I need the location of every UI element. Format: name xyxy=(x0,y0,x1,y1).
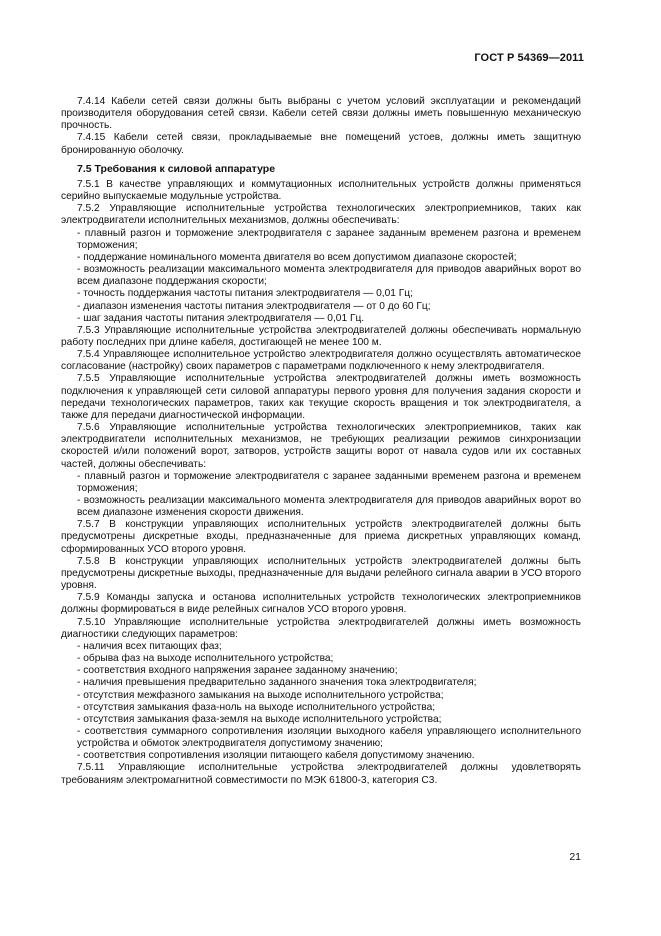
list-item: - отсутствия межфазного замыкания на выходе исполнительного устройства; xyxy=(77,689,444,701)
list-item: - соответствия сопротивления изоляции питающего кабеля допустимому значению. xyxy=(77,750,475,762)
paragraph-7-4-14: 7.4.14 Кабели сетей связи должны быть выбраны с учетом условий эксплуатации и рекомендаций производителя оборудования сетей связи. Кабели сетей связи должны иметь повышенную механическую прочность. xyxy=(61,96,581,132)
paragraph-7-5-6: 7.5.6 Управляющие исполнительные устройства технологических электроприемников, таких как электродвигатели исполнительных механизмов, не требующих реализации режимов синхронизации скоростей и/или положений ворот, затворов, устройств защиты ворот от навала судов или их составных частей, должны обеспечивать: xyxy=(61,422,581,470)
list-item: - наличия превышения предварительно заданного значения тока электродвигателя; xyxy=(77,677,477,689)
list-item: - возможность реализации максимального момента электродвигателя для приводов аварийных ворот во всем диапазоне изменения скорости движения. xyxy=(77,495,581,519)
list-item: - возможность реализации максимального момента электродвигателя для приводов аварийных ворот во всем диапазоне поддержания скорости; xyxy=(77,264,581,288)
paragraph-7-5-10: 7.5.10 Управляющие исполнительные устройства электродвигателей должны иметь возможность диагностики следующих параметров: xyxy=(61,616,581,640)
paragraph-7-5-7: 7.5.7 В конструкции управляющих исполнительных устройств электродвигателей должны быть предусмотрены дискретные входы, предназначенные для приема дискретных управляющих команд, сформированных УСО второго уровня. xyxy=(61,519,581,555)
list-item: - обрыва фаз на выходе исполнительного устройства; xyxy=(77,653,334,665)
page-number: 21 xyxy=(569,851,581,863)
list-item: - шаг задания частоты питания электродвигателя — 0,01 Гц. xyxy=(77,312,365,324)
paragraph-7-4-15: 7.4.15 Кабели сетей связи, прокладываемые вне помещений устоев, должны иметь защитную бронированную оболочку. xyxy=(61,132,581,156)
list-item: - диапазон изменения частоты питания электродвигателя — от 0 до 60 Гц; xyxy=(77,300,431,312)
paragraph-7-5-8: 7.5.8 В конструкции управляющих исполнительных устройств электродвигателей должны быть предусмотрены дискретные выходы, предназначенные для выдачи релейного сигнала аварии в УСО второго уровня. xyxy=(61,555,581,592)
list-item: - точность поддержания частоты питания электродвигателя — 0,01 Гц; xyxy=(77,288,413,300)
list-item: - отсутствия замыкания фаза-земля на выходе исполнительного устройства; xyxy=(77,713,442,725)
paragraph-7-5-9: 7.5.9 Команды запуска и останова исполнительных устройств технологических электроприемников должны формироваться в виде релейных сигналов УСО второго уровня. xyxy=(61,592,581,616)
paragraph-7-5-4: 7.5.4 Управляющее исполнительное устройство электродвигателя должно осуществлять автоматическое согласование (настройку) своих параметров с параметрами подключенного к нему электродвигателя. xyxy=(61,349,581,373)
list-item: - плавный разгон и торможение электродвигателя с заранее заданным временем разгона и временем торможения; xyxy=(77,227,581,251)
document-header: ГОСТ Р 54369—2011 xyxy=(474,52,584,64)
paragraph-7-5-3: 7.5.3 Управляющие исполнительные устройства электродвигателей должны обеспечивать нормальную работу последних при длине кабеля, достигающей не менее 100 м. xyxy=(61,324,581,348)
list-item: - наличия всех питающих фаз; xyxy=(77,640,222,652)
list-item: - соответствия суммарного сопротивления изоляции выходного кабеля управляющего исполнительного устройства и обмоток электродвигателя допустимому значению; xyxy=(77,725,581,750)
paragraph-7-5-1: 7.5.1 В качестве управляющих и коммутационных исполнительных устройств должны применяться серийно выпускаемые модульные устройства. xyxy=(61,178,581,203)
list-item: - поддержание номинального момента двигателя во всем допустимом диапазоне скоростей; xyxy=(77,251,517,263)
paragraph-7-5-2: 7.5.2 Управляющие исполнительные устройства технологических электроприемников, таких как электродвигатели исполнительных механизмов, должны обеспечивать: xyxy=(61,203,581,227)
paragraph-7-5-11: 7.5.11 Управляющие исполнительные устройства электродвигателей должны удовлетворять требованиям электромагнитной совместимости по МЭК 61800-3, категория С3. xyxy=(61,762,581,786)
list-item: - отсутствия замыкания фаза-ноль на выходе исполнительного устройства; xyxy=(77,701,436,713)
paragraph-7-5-5: 7.5.5 Управляющие исполнительные устройства электродвигателей должны иметь возможность подключения к управляющей сети силовой аппаратуры первого уровня для получения задания скорости и передачи технологических параметров, таких как текущие скорость вращения и ток электродвигателя, а также для передачи диагностической информации. xyxy=(61,373,581,421)
list-item: - соответствия входного напряжения заранее заданному значению; xyxy=(77,665,398,677)
list-item: - плавный разгон и торможение электродвигателя с заранее заданными временем разгона и временем торможения; xyxy=(77,470,581,494)
document-body xyxy=(61,96,581,787)
section-title: 7.5 Требования к силовой аппаратуре xyxy=(77,162,276,175)
